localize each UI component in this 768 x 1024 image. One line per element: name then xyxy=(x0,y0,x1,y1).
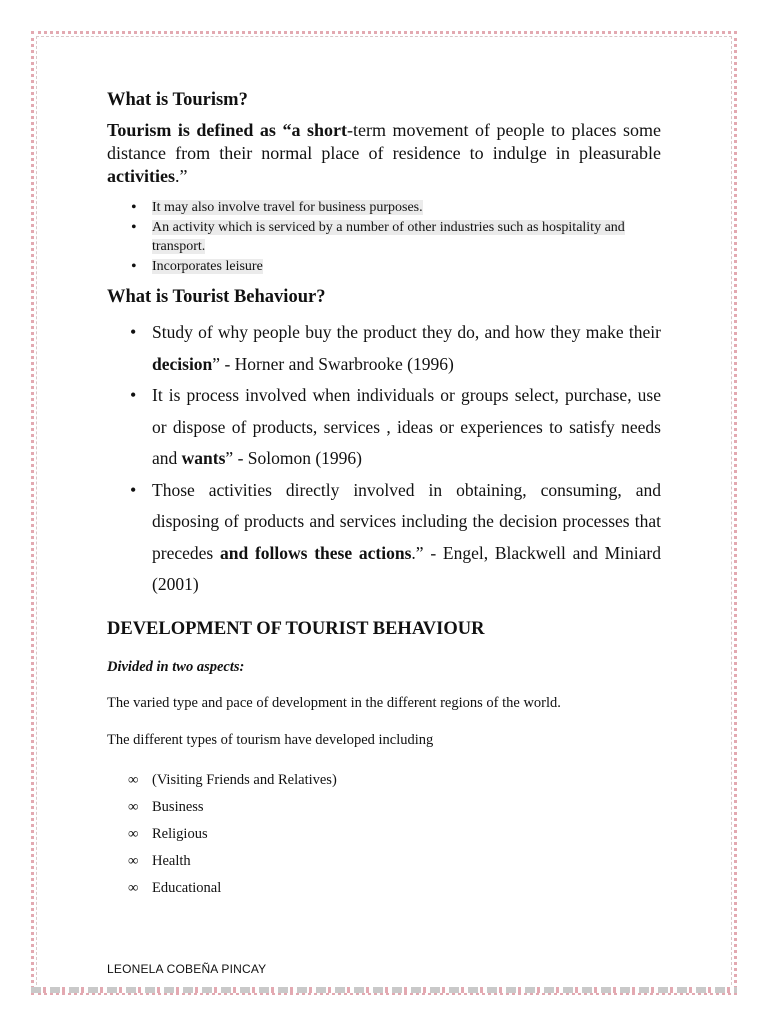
type-label: Educational xyxy=(152,879,222,896)
list-item xyxy=(107,794,661,821)
item-text: Study of why people buy the product they do, and how they make their xyxy=(152,322,661,342)
heading-tourist-behaviour: What is Tourist Behaviour? xyxy=(107,287,326,307)
item-bold: decision xyxy=(152,353,213,374)
definition-bold-start: Tourism is defined as “a short xyxy=(107,120,347,140)
document-body xyxy=(107,90,661,902)
page-border-bottom xyxy=(31,987,737,993)
infinity-bullet-icon: ∞ xyxy=(128,879,139,896)
type-label: Religious xyxy=(152,825,208,842)
heading-what-is-tourism: What is Tourism? xyxy=(107,90,248,110)
list-item xyxy=(107,380,661,475)
list-item xyxy=(107,767,661,794)
item-text: It is process involved when individuals or groups select, purchase, use or dispose of products, services , ideas or experiences to satisfy needs and xyxy=(152,385,661,468)
bullet-text: It may also involve travel for business purposes. xyxy=(152,200,423,215)
item-source: .” - Engel, Blackwell and Miniard (2001) xyxy=(152,542,661,594)
infinity-bullet-icon: ∞ xyxy=(128,771,139,788)
list-item xyxy=(107,848,661,875)
type-label: Health xyxy=(152,852,191,869)
paragraph-types: The different types of tourism have developed including xyxy=(107,731,434,748)
item-source: ” - Solomon (1996) xyxy=(225,448,363,468)
item-bold: wants xyxy=(181,448,226,468)
list-item xyxy=(107,218,661,257)
infinity-bullet-icon: ∞ xyxy=(128,798,139,815)
item-source: ” - Horner and Swarbrooke (1996) xyxy=(212,353,454,374)
type-label: Business xyxy=(152,798,204,815)
paragraph-regions: The varied type and pace of development in the different regions of the world. xyxy=(107,694,561,711)
tourism-bullet-list xyxy=(107,198,661,276)
definition-bold-end: activities xyxy=(107,166,175,186)
list-item xyxy=(107,475,661,601)
item-text: Those activities directly involved in obtaining, consuming, and disposing of products and services including the decision processes that precedes xyxy=(152,479,661,563)
bullet-text: Incorporates leisure xyxy=(152,258,263,274)
list-item xyxy=(107,875,661,902)
heading-development: DEVELOPMENT OF TOURIST BEHAVIOUR xyxy=(107,618,485,639)
tourism-types-list xyxy=(107,767,661,902)
list-item xyxy=(107,198,661,218)
definition-end: .” xyxy=(174,166,188,186)
list-item xyxy=(107,821,661,848)
behaviour-definition-list xyxy=(107,317,661,601)
list-item xyxy=(107,317,661,380)
infinity-bullet-icon: ∞ xyxy=(128,852,139,869)
bullet-text: An activity which is serviced by a number of other industries such as hospitality and transport. xyxy=(152,219,625,254)
list-item xyxy=(107,257,661,277)
infinity-bullet-icon: ∞ xyxy=(128,825,139,842)
aspects-subtitle: Divided in two aspects: xyxy=(107,658,245,675)
item-bold: and follows these actions xyxy=(219,542,412,563)
tourism-definition xyxy=(107,119,661,188)
type-label: (Visiting Friends and Relatives) xyxy=(152,771,337,788)
definition-text: -term movement of people to places some distance from their normal place of residence to indulge in pleasurable xyxy=(107,120,661,163)
footer-author: LEONELA COBEÑA PINCAY xyxy=(107,962,267,976)
